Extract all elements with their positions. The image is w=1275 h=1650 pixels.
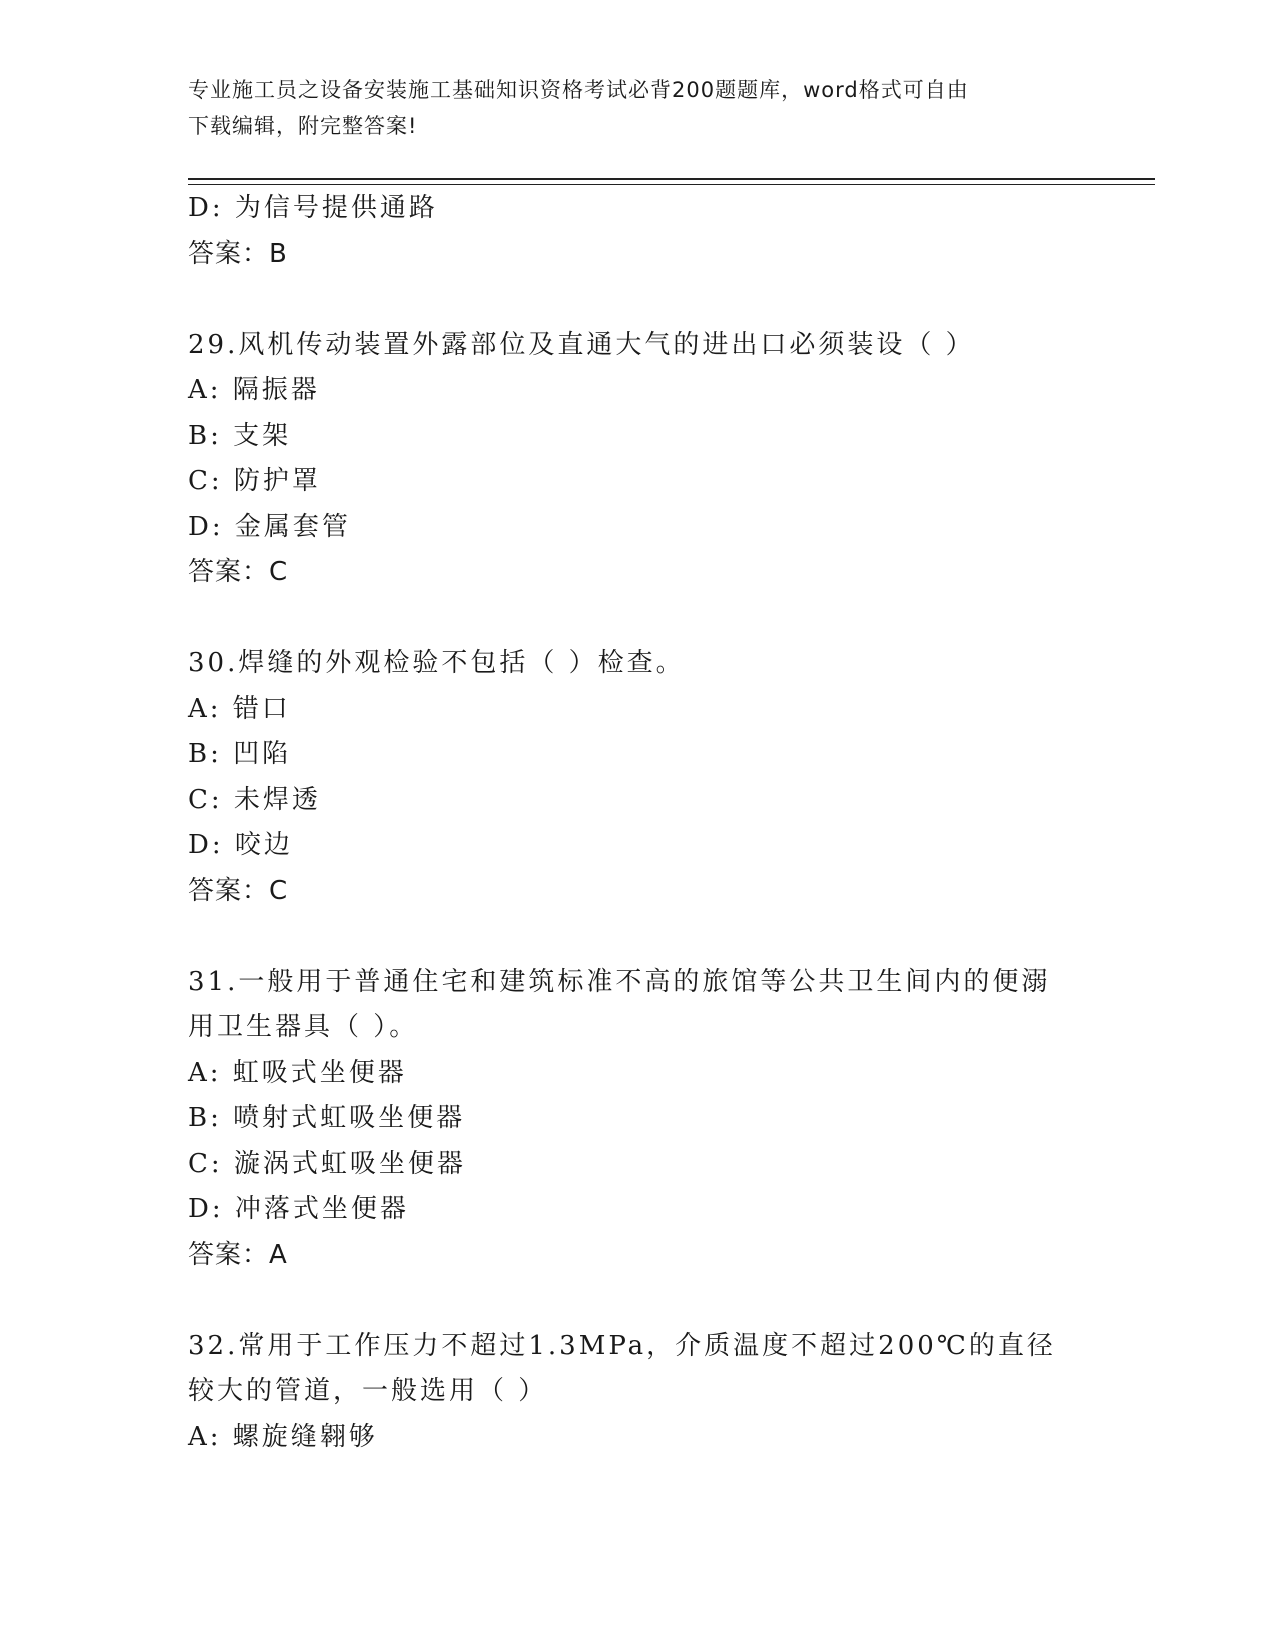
option-a: A: 隔振器 — [188, 375, 320, 405]
option-b: B: 喷射式虹吸坐便器 — [188, 1103, 466, 1133]
question-text: 30.焊缝的外观检验不包括（ ）检查。 — [188, 648, 685, 678]
question-list — [188, 186, 1078, 1460]
question-carryover — [188, 186, 1078, 277]
question-text: 29.风机传动装置外露部位及直通大气的进出口必须装设（ ） — [188, 329, 975, 360]
question-30 — [188, 641, 1078, 914]
document-header — [188, 72, 1068, 144]
option-a: A: 虹吸式坐便器 — [188, 1057, 407, 1088]
question-text: 32.常用于工作压力不超过1.3MPa，介质温度不超过200℃的直径较大的管道，一般选用（ ） — [188, 1330, 1056, 1406]
answer-label: 答案：A — [188, 1239, 288, 1270]
option-a: A: 错口 — [188, 693, 291, 724]
spacer — [188, 596, 1078, 642]
option-d: D: 金属套管 — [188, 511, 351, 542]
question-29 — [188, 323, 1078, 596]
spacer — [188, 277, 1078, 323]
header-title-line-1: 专业施工员之设备安装施工基础知识资格考试必背200题题库，word格式可自由 — [188, 78, 969, 102]
option-b: B: 支架 — [188, 420, 292, 451]
spacer — [188, 1278, 1078, 1324]
option-b: B: 凹陷 — [188, 739, 292, 769]
option-c: C: 防护罩 — [188, 466, 321, 496]
header-divider-thin — [188, 184, 1155, 185]
header-title-line-2: 下载编辑，附完整答案! — [188, 114, 418, 138]
question-32 — [188, 1324, 1078, 1461]
option-d: D: 为信号提供通路 — [188, 193, 438, 223]
spacer — [188, 914, 1078, 960]
question-text: 31.一般用于普通住宅和建筑标准不高的旅馆等公共卫生间内的便溺用卫生器具（ ）。 — [188, 966, 1051, 1042]
option-d: D: 咬边 — [188, 830, 293, 860]
option-c: C: 未焊透 — [188, 784, 321, 815]
question-31 — [188, 960, 1078, 1279]
option-c: C: 漩涡式虹吸坐便器 — [188, 1148, 466, 1179]
header-divider-thick — [188, 178, 1155, 180]
answer-label: 答案：C — [188, 557, 289, 587]
answer-label: 答案：B — [188, 238, 288, 269]
answer-label: 答案：C — [188, 875, 289, 906]
option-a: A: 螺旋缝翱够 — [188, 1421, 378, 1452]
option-d: D: 冲落式坐便器 — [188, 1194, 409, 1224]
